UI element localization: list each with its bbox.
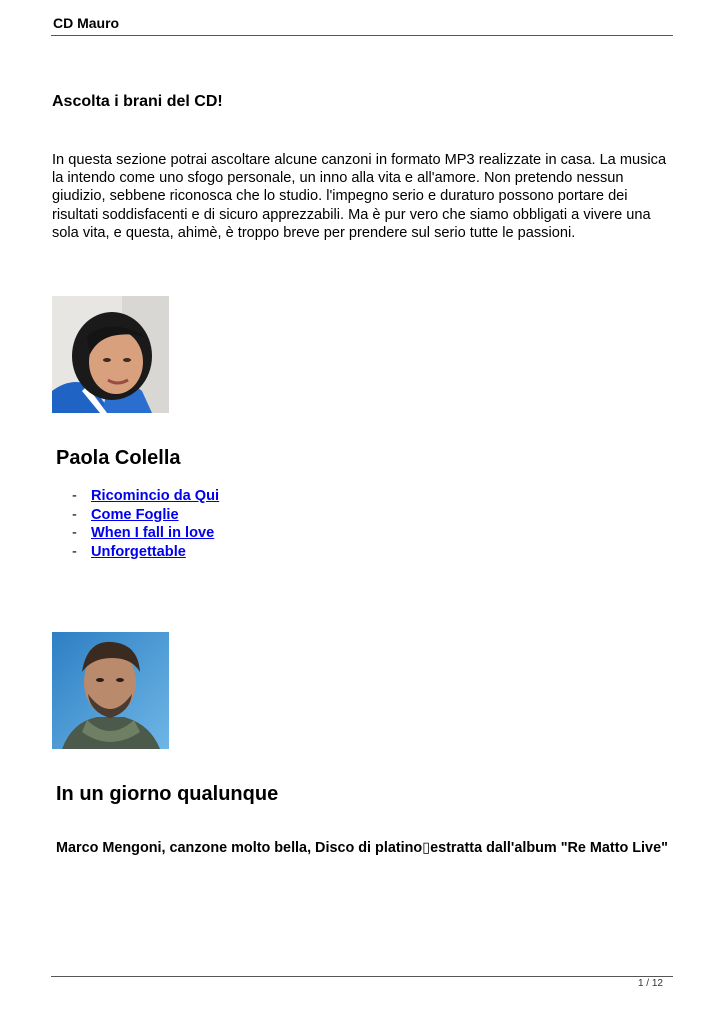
document-header-title: CD Mauro bbox=[53, 15, 120, 31]
song-title-heading: In un giorno qualunque bbox=[56, 783, 279, 805]
artist-name-heading: Paola Colella bbox=[56, 447, 181, 469]
artist-photo-marco bbox=[52, 632, 169, 749]
track-link-come-foglie[interactable]: Come Foglie bbox=[91, 506, 179, 523]
track-link-when-i-fall-in-love[interactable]: When I fall in love bbox=[91, 525, 215, 541]
artist-photo-paola bbox=[52, 296, 169, 413]
header-divider bbox=[51, 35, 673, 36]
list-item: - Come Foglie bbox=[72, 506, 179, 523]
track-link-unforgettable[interactable]: Unforgettable bbox=[91, 543, 186, 560]
song-description: Marco Mengoni, canzone molto bella, Disco di platino▯estratta dall'album "Re Matto Live" bbox=[56, 840, 668, 856]
section-heading: Ascolta i brani del CD! bbox=[52, 93, 223, 110]
page-number: 1 / 12 bbox=[637, 978, 663, 989]
footer-divider bbox=[51, 976, 673, 977]
list-item: - Unforgettable bbox=[72, 543, 186, 560]
track-link-ricomincio-da-qui[interactable]: Ricomincio da Qui bbox=[91, 488, 220, 504]
track-list bbox=[72, 487, 219, 561]
list-item: - Ricomincio da Qui bbox=[72, 488, 220, 504]
intro-paragraph: In questa sezione potrai ascoltare alcune canzoni in formato MP3 realizzate in casa. La musica la intendo come uno sfogo personale, un inno alla vita e all'amore. Non pretendo nessun giudizio, sebbene riconosca che lo studio. l'impegno serio e duraturo possono portare dei risultati soddisfacenti e di sicuro apprezzabili. Ma è pur vero che siamo obbligati a vivere una sola vita, e questa, ahimè, è troppo breve per prendere sul serio tutte le passioni. bbox=[52, 152, 667, 241]
list-item: - When I fall in love bbox=[72, 525, 215, 541]
